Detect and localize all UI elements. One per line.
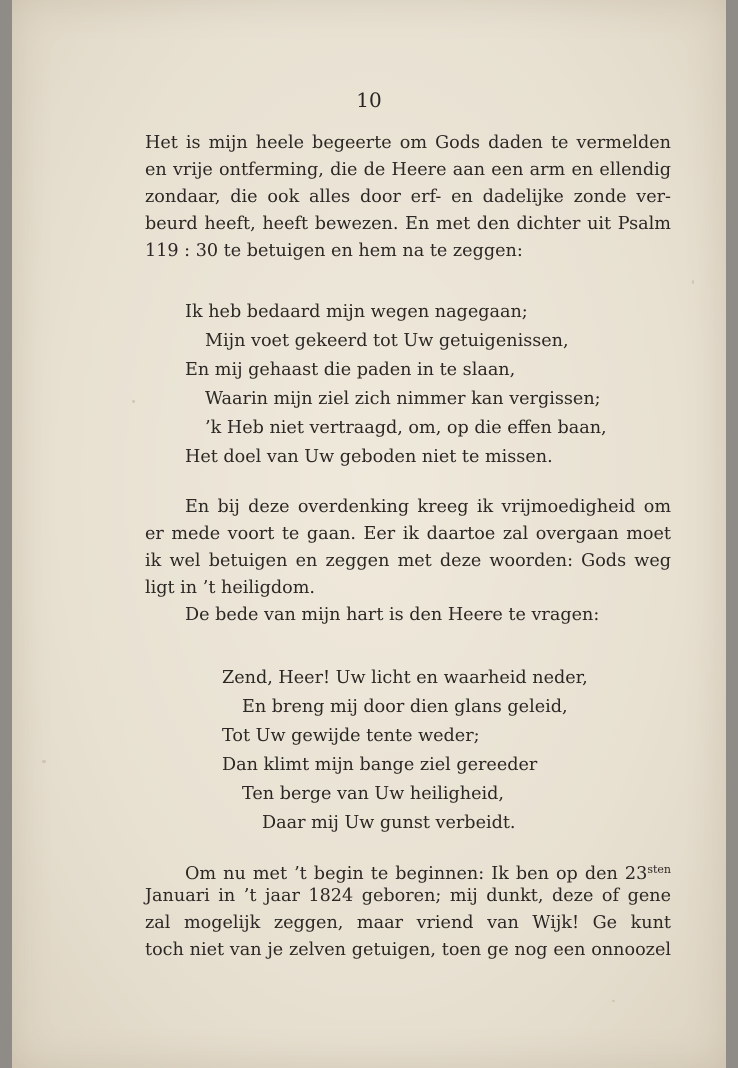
poem-line: Tot Uw gewijde tente weder;	[222, 726, 480, 746]
text-line: Januari in ’t jaar 1824 geboren; mij dunkt, deze of gene	[145, 886, 671, 906]
poem-line: Ten berge van Uw heiligheid,	[242, 784, 504, 804]
poem-line: Ik heb bedaard mijn wegen nagegaan;	[185, 302, 528, 322]
text-line: ik wel betuigen en zeggen met deze woorden: Gods weg	[145, 551, 671, 571]
text-line	[145, 856, 671, 883]
paper-speck	[132, 400, 135, 403]
text-line: zal mogelijk zeggen, maar vriend van Wijk! Ge kunt	[145, 913, 671, 933]
poem-line: Waarin mijn ziel zich nimmer kan vergissen;	[205, 389, 601, 409]
paper-speck	[612, 1000, 615, 1002]
poem-line: Mijn voet gekeerd tot Uw getuigenissen,	[205, 331, 569, 351]
poem-line: Daar mij Uw gunst verbeidt.	[262, 813, 516, 833]
text-line: ligt in ’t heiligdom.	[145, 578, 316, 598]
text-line: zondaar, die ook alles door erf- en dadelijke zonde ver-	[145, 187, 671, 207]
paper-speck	[42, 760, 46, 763]
text-line: 119 : 30 te betuigen en hem na te zeggen:	[145, 241, 523, 261]
poem-line: Het doel van Uw geboden niet te missen.	[185, 447, 553, 467]
text-line: beurd heeft, heeft bewezen. En met den dichter uit Psalm	[145, 214, 671, 234]
book-page	[12, 0, 726, 1068]
paragraph-2	[145, 494, 671, 629]
text-line: en vrije ontferming, die de Heere aan een arm en ellendig	[145, 160, 671, 180]
text-line-main: Om nu met ’t begin te beginnen: Ik ben op den 23	[185, 864, 648, 884]
poem-line: En mij gehaast die paden in te slaan,	[185, 360, 516, 380]
poem-stanza-2	[222, 664, 588, 838]
poem-line: En breng mij door dien glans geleid,	[242, 697, 568, 717]
text-line: er mede voort te gaan. Eer ik daartoe zal overgaan moet	[145, 524, 671, 544]
poem-line: Dan klimt mijn bange ziel gereeder	[222, 755, 538, 775]
text-line: toch niet van je zelven getuigen, toen ge nog een onnoozel	[145, 940, 671, 960]
poem-line: ’k Heb niet vertraagd, om, op die effen baan,	[205, 418, 607, 438]
poem-line: Zend, Heer! Uw licht en waarheid neder,	[222, 668, 588, 688]
ordinal-suffix: sten	[647, 863, 671, 876]
paper-speck	[692, 280, 694, 284]
text-line: De bede van mijn hart is den Heere te vragen:	[185, 605, 600, 625]
paragraph-3	[145, 856, 671, 964]
text-line: Het is mijn heele begeerte om Gods daden te vermelden	[145, 133, 671, 153]
paragraph-1	[145, 130, 671, 265]
poem-stanza-1	[185, 298, 607, 472]
text-line: En bij deze overdenking kreeg ik vrijmoedigheid om	[185, 497, 671, 517]
page-number: 10	[356, 88, 382, 112]
